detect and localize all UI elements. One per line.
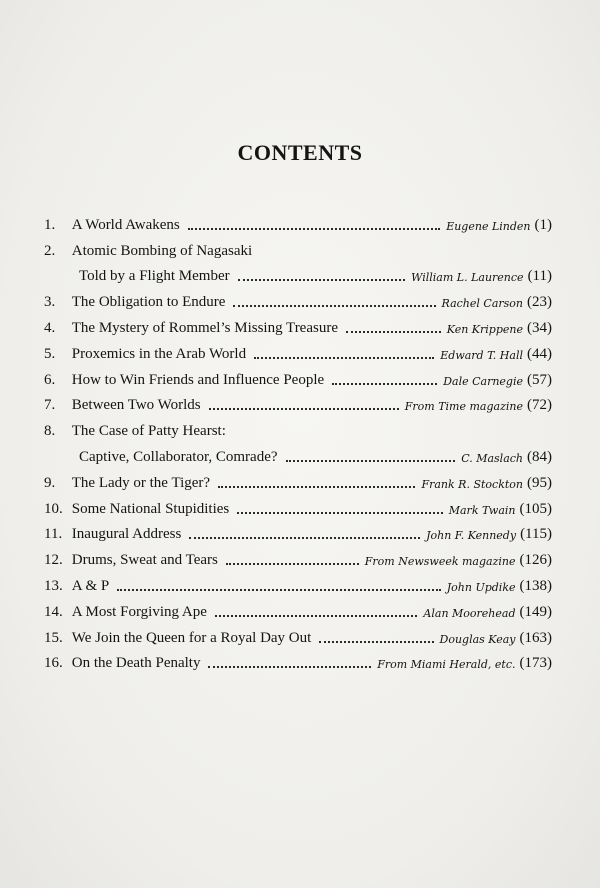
entry-title: The Case of Patty Hearst: — [71, 423, 226, 440]
entry-author: Alan Moorehead — [423, 606, 516, 620]
entry-number: 1. — [44, 216, 56, 233]
entry-author: William L. Laurence — [411, 271, 524, 285]
entry-number: 6. — [44, 371, 56, 388]
entry-page-number: (23) — [527, 294, 552, 311]
entry-title: The Obligation to Endure — [71, 294, 226, 311]
toc-entry — [44, 621, 552, 647]
toc-entry — [44, 208, 552, 234]
toc-entry — [44, 595, 552, 621]
toc-entry — [44, 311, 552, 337]
entry-page-number: (163) — [519, 629, 552, 646]
entry-number: 5. — [44, 345, 56, 362]
entry-number: 8. — [44, 423, 56, 440]
entry-title: The Mystery of Rommel’s Missing Treasure — [71, 319, 338, 336]
page-title: CONTENTS — [237, 140, 363, 165]
entry-author: Douglas Keay — [439, 632, 516, 646]
entry-number: 2. — [44, 242, 56, 259]
entry-title: Some National Stupidities — [71, 500, 230, 517]
entry-title: Atomic Bombing of Nagasaki — [71, 242, 253, 259]
toc-entry — [44, 492, 552, 518]
dot-leader — [237, 512, 442, 514]
entry-author: Rachel Carson — [441, 297, 523, 311]
entry-title: Captive, Collaborator, Comrade? — [79, 448, 278, 465]
entry-author: Frank R. Stockton — [421, 477, 523, 491]
entry-page-number: (72) — [527, 397, 552, 414]
entry-page-number: (95) — [527, 474, 552, 491]
entry-author: Dale Carnegie — [443, 374, 523, 388]
entry-page-number: (84) — [527, 448, 552, 465]
entry-author: John F. Kennedy — [426, 529, 517, 543]
dot-leader — [189, 537, 420, 539]
toc-entry — [44, 363, 552, 389]
dot-leader — [117, 589, 440, 591]
entry-title: A Most Forgiving Ape — [71, 603, 207, 620]
dot-leader — [226, 563, 359, 565]
dot-leader — [215, 615, 418, 617]
entry-author: From Newsweek magazine — [364, 555, 516, 569]
entry-page-number: (173) — [519, 655, 552, 672]
entry-number: 12. — [44, 552, 63, 569]
entry-number: 11. — [44, 526, 63, 543]
entry-number: 14. — [44, 603, 63, 620]
toc-entry — [44, 440, 552, 466]
toc-entry — [44, 389, 552, 415]
dot-leader — [233, 305, 435, 307]
table-of-contents — [44, 208, 552, 672]
entry-title: Between Two Worlds — [71, 397, 201, 414]
entry-author: Ken Krippene — [446, 322, 523, 336]
entry-page-number: (105) — [519, 500, 552, 517]
entry-page-number: (34) — [527, 319, 552, 336]
entry-title: The Lady or the Tiger? — [71, 474, 211, 491]
entry-number: 13. — [44, 577, 63, 594]
dot-leader — [238, 279, 406, 281]
entry-number: 9. — [44, 474, 56, 491]
dot-leader — [209, 408, 399, 410]
entry-number: 10. — [44, 500, 63, 517]
entry-page-number: (126) — [519, 552, 552, 569]
entry-page-number: (115) — [520, 526, 552, 543]
entry-page-number: (57) — [527, 371, 552, 388]
entry-title: A World Awakens — [71, 216, 180, 233]
entry-number: 4. — [44, 319, 56, 336]
entry-title: A & P — [71, 577, 110, 594]
toc-entry — [44, 569, 552, 595]
dot-leader — [208, 666, 371, 668]
entry-title: We Join the Queen for a Royal Day Out — [71, 629, 312, 646]
toc-entry — [44, 518, 552, 544]
toc-entry — [44, 234, 552, 260]
entry-author: Edward T. Hall — [440, 348, 523, 362]
toc-entry — [44, 337, 552, 363]
entry-number: 7. — [44, 397, 56, 414]
entry-author: John Updike — [446, 580, 516, 594]
entry-title: Told by a Flight Member — [79, 268, 230, 285]
entry-title: Drums, Sweat and Tears — [71, 552, 218, 569]
entry-number: 15. — [44, 629, 63, 646]
dot-leader — [346, 331, 441, 333]
toc-entry — [44, 285, 552, 311]
entry-number: 3. — [44, 294, 56, 311]
entry-page-number: (44) — [527, 345, 552, 362]
toc-entry — [44, 466, 552, 492]
dot-leader — [218, 486, 415, 488]
entry-author: Mark Twain — [448, 503, 516, 517]
dot-leader — [254, 357, 434, 359]
entry-title: How to Win Friends and Influence People — [71, 371, 325, 388]
entry-page-number: (11) — [527, 268, 552, 285]
toc-entry — [44, 260, 552, 286]
entry-author: Eugene Linden — [446, 219, 531, 233]
entry-author: From Miami Herald, etc. — [377, 658, 516, 672]
entry-author: C. Maslach — [461, 451, 523, 465]
toc-entry — [44, 543, 552, 569]
entry-page-number: (149) — [519, 603, 552, 620]
dot-leader — [286, 460, 456, 462]
entry-title: Proxemics in the Arab World — [71, 345, 247, 362]
entry-title: On the Death Penalty — [71, 655, 201, 672]
entry-page-number: (1) — [534, 216, 552, 233]
entry-title: Inaugural Address — [71, 526, 182, 543]
toc-entry — [44, 414, 552, 440]
toc-entry — [44, 647, 552, 673]
dot-leader — [188, 228, 440, 230]
dot-leader — [319, 641, 433, 643]
entry-author: From Time magazine — [404, 400, 523, 414]
dot-leader — [332, 383, 437, 385]
entry-page-number: (138) — [519, 577, 552, 594]
entry-number: 16. — [44, 655, 63, 672]
